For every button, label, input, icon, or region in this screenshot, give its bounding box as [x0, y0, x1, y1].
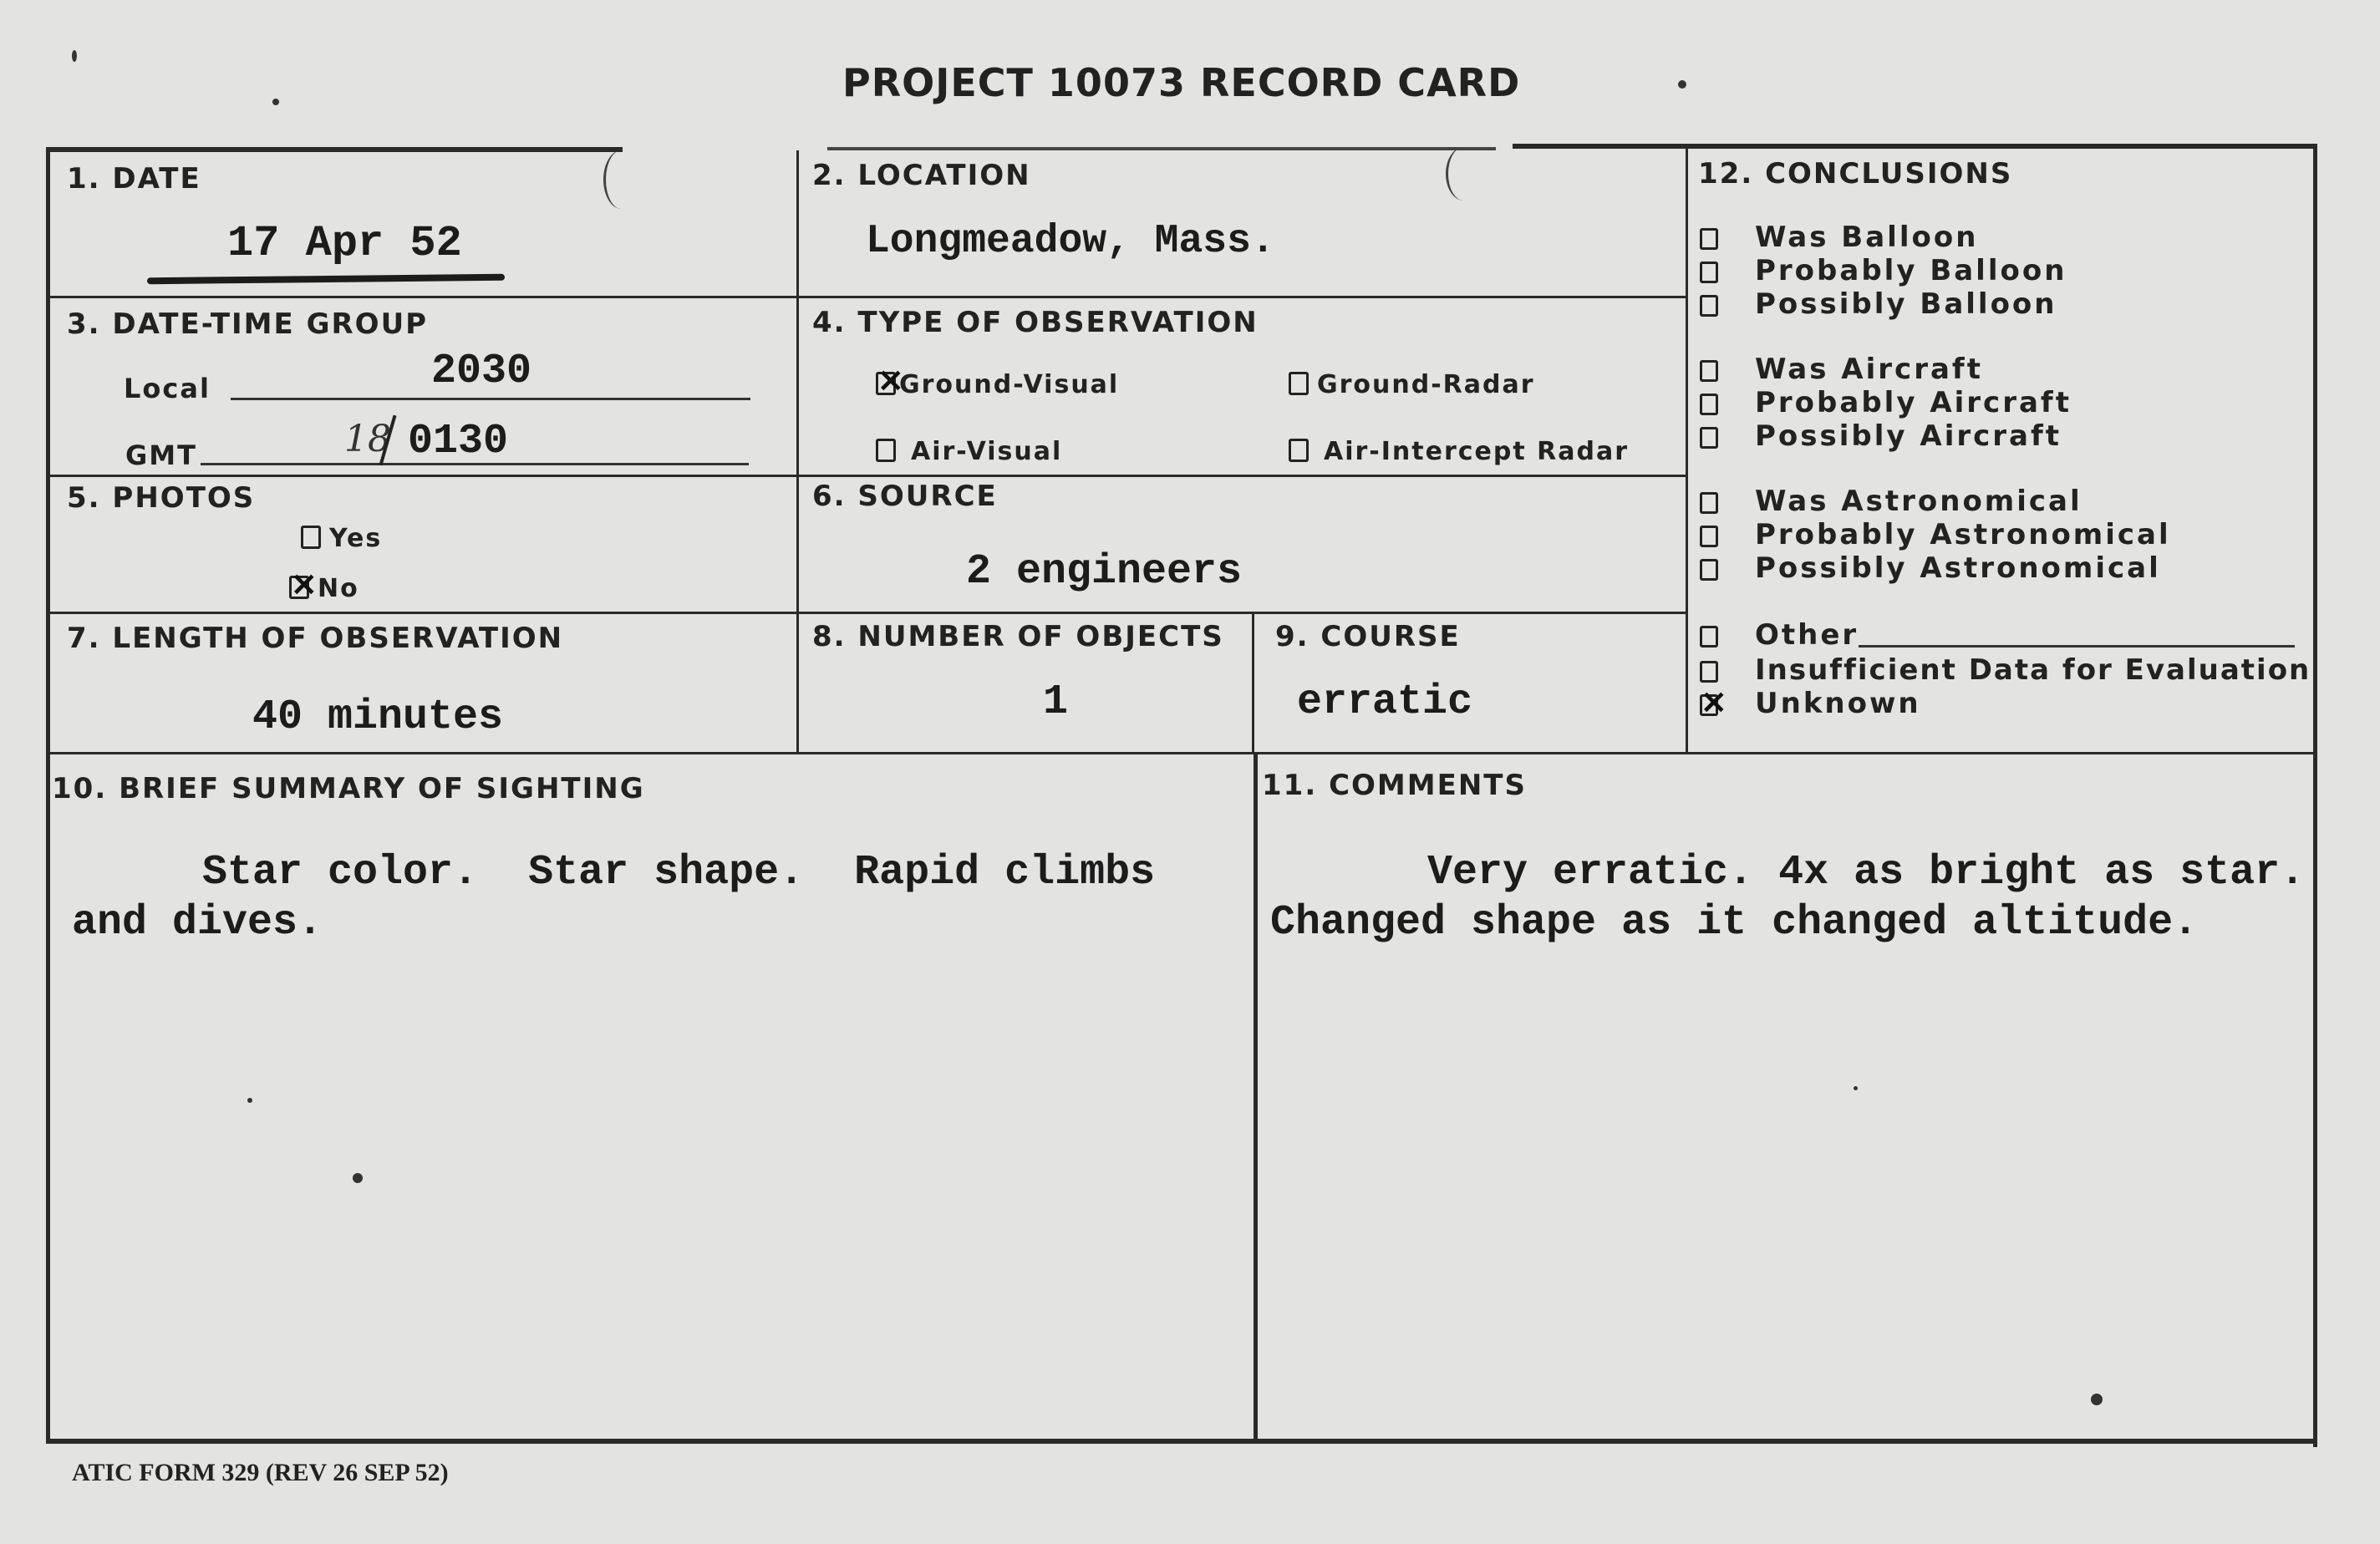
divider-row2: [48, 475, 1686, 477]
date-value: 17 Apr 52: [227, 219, 462, 268]
checkbox-label: Ground-Radar: [1317, 370, 1535, 399]
date-label: 1. DATE: [67, 162, 201, 196]
checkbox-box: [1700, 661, 1718, 683]
checkbox-air-intercept-radar[interactable]: [1289, 436, 1629, 466]
divider-summary-comments: [1254, 752, 1258, 1439]
conclusion-probably-aircraft[interactable]: [1700, 386, 2072, 419]
card-title: PROJECT 10073 RECORD CARD: [842, 60, 1521, 105]
summary-label: 10. BRIEF SUMMARY OF SIGHTING: [52, 772, 645, 805]
photocopy-speck: [1678, 80, 1686, 89]
conclusion-label: Unknown: [1755, 687, 1921, 720]
photos-label: 5. PHOTOS: [67, 481, 256, 515]
checkbox-box: [289, 576, 309, 599]
frame-right: [2313, 144, 2317, 1447]
divider-col2: [1686, 147, 1688, 752]
conclusion-possibly-balloon[interactable]: [1700, 287, 2057, 321]
conclusion-label: Insufficient Data for Evaluation: [1755, 653, 2311, 687]
comments-line-1: Very erratic. 4x as bright as star.: [1427, 849, 2306, 896]
length-of-observation-value: 40 minutes: [252, 693, 504, 741]
frame-left: [46, 147, 50, 1442]
checkbox-box: [1700, 228, 1718, 250]
photocopy-speck: [1854, 1086, 1858, 1090]
checkbox-ground-radar[interactable]: [1289, 369, 1535, 399]
conclusion-insufficient-data[interactable]: [1700, 653, 2311, 687]
conclusions-label: 12. CONCLUSIONS: [1698, 157, 2013, 190]
frame-top-right: [1513, 144, 2315, 149]
date-time-group-label: 3. DATE-TIME GROUP: [67, 307, 429, 341]
checkbox-box: [876, 372, 896, 395]
checkbox-box: [1700, 295, 1718, 317]
checkbox-photos-no[interactable]: [289, 573, 359, 603]
conclusion-possibly-aircraft[interactable]: [1700, 419, 2062, 453]
conclusion-other[interactable]: [1700, 618, 1859, 652]
comments-line-2: Changed shape as it changed altitude.: [1270, 899, 2199, 947]
checkbox-box: [876, 439, 896, 462]
checkbox-box: [1700, 262, 1718, 283]
conclusion-label: Other: [1755, 618, 1859, 652]
conclusion-probably-balloon[interactable]: [1700, 254, 2067, 287]
source-label: 6. SOURCE: [812, 480, 998, 513]
conclusion-label: Possibly Balloon: [1755, 287, 2057, 321]
divider-row1: [48, 296, 1686, 298]
checkbox-box: [1700, 394, 1718, 415]
hole-punch-mark: [603, 150, 639, 209]
form-id: ATIC FORM 329 (REV 26 SEP 52): [72, 1459, 449, 1486]
checkbox-box: [1289, 439, 1309, 462]
checkbox-box: [1700, 526, 1718, 547]
conclusion-unknown[interactable]: [1700, 687, 1921, 720]
divider-objects-course: [1252, 612, 1254, 754]
checkbox-box: [1700, 626, 1718, 648]
checkbox-box: [1700, 360, 1718, 382]
location-label: 2. LOCATION: [812, 159, 1031, 192]
course-label: 9. COURSE: [1275, 620, 1461, 653]
conclusion-was-balloon[interactable]: [1700, 221, 1978, 254]
local-time-value: 2030: [431, 348, 532, 395]
checkbox-box: [1700, 427, 1718, 449]
photocopy-speck: [272, 99, 279, 105]
summary-line-1: Star color. Star shape. Rapid climbs: [202, 849, 1156, 896]
conclusion-label: Probably Astronomical: [1755, 518, 2171, 551]
divider-row3: [48, 612, 1686, 614]
conclusion-label: Was Balloon: [1755, 221, 1979, 254]
conclusion-label: Probably Balloon: [1755, 254, 2067, 287]
checkbox-label: Yes: [329, 524, 383, 553]
location-value: Longmeadow, Mass.: [866, 219, 1275, 264]
conclusion-was-aircraft[interactable]: [1700, 353, 1983, 386]
checkbox-label: Air-Visual: [911, 437, 1063, 466]
local-underline: [231, 398, 750, 400]
divider-row4: [48, 752, 2315, 754]
conclusion-label: Was Astronomical: [1755, 485, 2082, 518]
photocopy-speck: [353, 1173, 363, 1183]
type-of-observation-label: 4. TYPE OF OBSERVATION: [812, 306, 1259, 339]
date-underline: [147, 274, 505, 284]
checkbox-ground-visual[interactable]: [876, 369, 1119, 399]
photocopy-speck: [247, 1098, 252, 1103]
conclusion-label: Was Aircraft: [1755, 353, 1983, 386]
gmt-day-handwritten: 18: [344, 418, 391, 460]
number-of-objects-label: 8. NUMBER OF OBJECTS: [812, 620, 1224, 653]
checkbox-box: [1289, 372, 1309, 395]
divider-col1: [796, 150, 799, 752]
frame-bottom: [46, 1439, 2317, 1444]
photocopy-speck: [2091, 1394, 2103, 1405]
conclusion-was-astronomical[interactable]: [1700, 485, 2082, 518]
hole-punch-mark: [1446, 147, 1482, 201]
checkbox-photos-yes[interactable]: [301, 523, 382, 553]
length-of-observation-label: 7. LENGTH OF OBSERVATION: [67, 622, 564, 655]
other-underline: [1859, 645, 2295, 648]
checkbox-box: [1700, 694, 1718, 716]
course-value: erratic: [1297, 678, 1473, 726]
number-of-objects-value: 1: [1043, 678, 1069, 726]
comments-label: 11. COMMENTS: [1262, 769, 1527, 802]
checkbox-label: Air-Intercept Radar: [1324, 437, 1629, 466]
gmt-time-value: 0130: [408, 418, 509, 465]
conclusion-label: Probably Aircraft: [1755, 386, 2072, 419]
checkbox-box: [1700, 559, 1718, 581]
photocopy-speck: [72, 50, 77, 62]
frame-top-left: [46, 147, 623, 152]
conclusion-possibly-astronomical[interactable]: [1700, 551, 2161, 585]
conclusion-label: Possibly Astronomical: [1755, 551, 2161, 585]
checkbox-box: [1700, 492, 1718, 514]
conclusion-probably-astronomical[interactable]: [1700, 518, 2171, 551]
local-label: Local: [124, 373, 211, 404]
checkbox-label: No: [318, 574, 359, 603]
source-value: 2 engineers: [966, 548, 1243, 596]
frame-top-mid: [827, 147, 1496, 150]
gmt-label: GMT: [125, 439, 197, 471]
checkbox-label: Ground-Visual: [899, 370, 1120, 399]
conclusion-label: Possibly Aircraft: [1755, 419, 2062, 453]
checkbox-air-visual[interactable]: [876, 436, 1062, 466]
checkbox-box: [301, 526, 321, 549]
summary-line-2: and dives.: [72, 899, 323, 947]
